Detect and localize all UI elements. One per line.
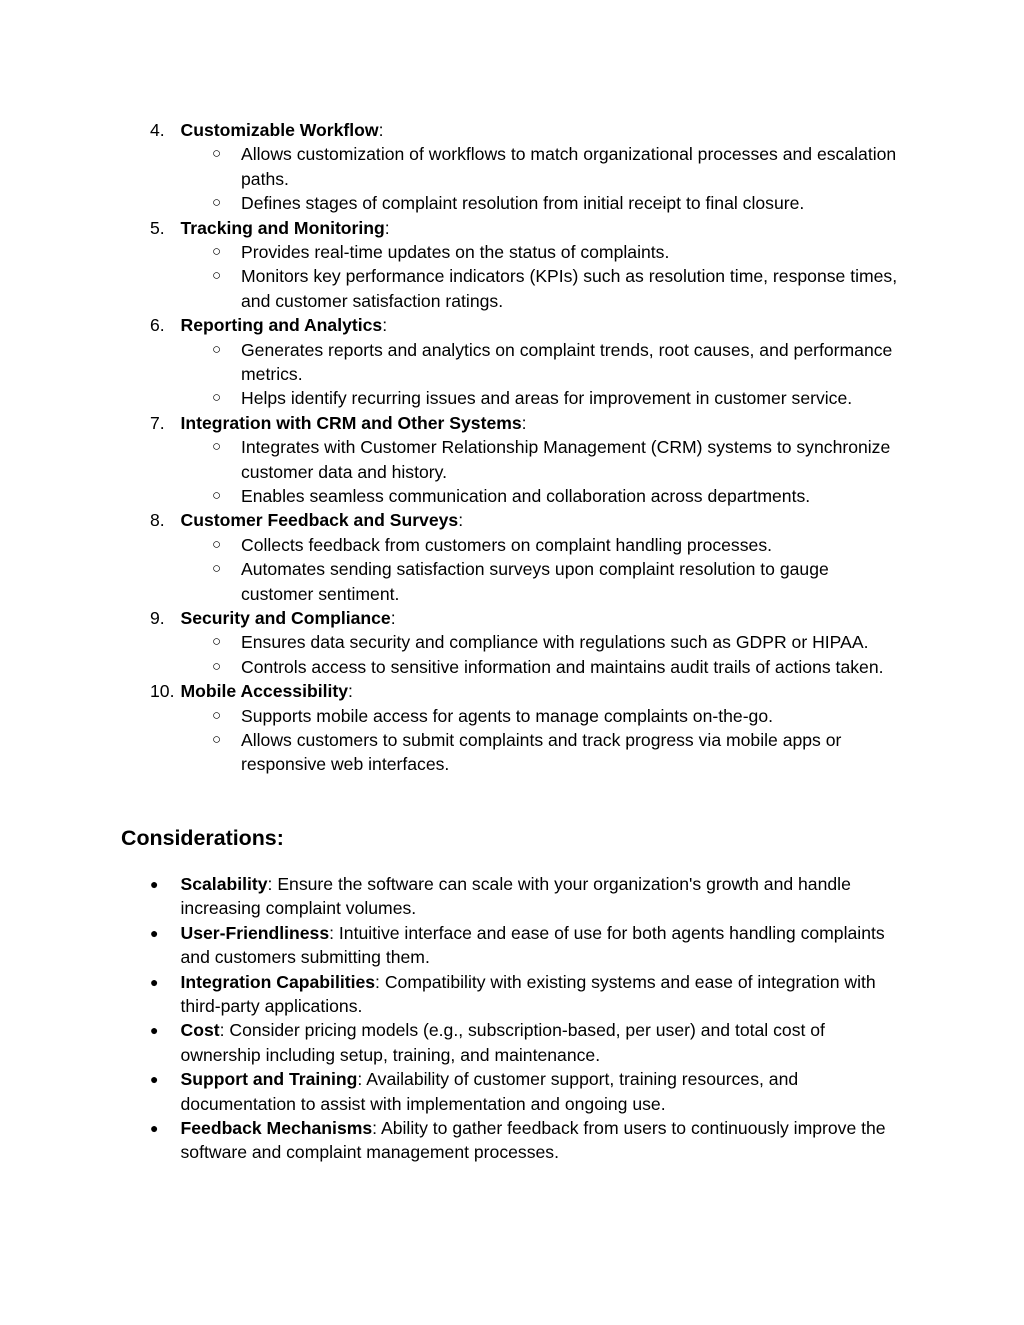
hollow-circle-bullet-icon: ○ xyxy=(212,145,222,163)
hollow-circle-bullet-icon: ○ xyxy=(212,438,222,456)
feature-title: Integration with CRM and Other Systems: xyxy=(180,412,527,433)
feature-point xyxy=(0,704,901,728)
feature-title-text: Security and Compliance xyxy=(180,608,391,629)
filled-circle-bullet-icon: ● xyxy=(150,1120,159,1137)
feature-point xyxy=(0,435,901,484)
feature-title-text: Mobile Accessibility xyxy=(180,681,349,702)
feature-point-text: Collects feedback from customers on complaint handling processes. xyxy=(241,534,772,555)
feature-point-text: Automates sending satisfaction surveys upon complaint resolution to gauge customer sentiment. xyxy=(241,559,829,604)
feature-list xyxy=(0,118,1024,777)
feature-point xyxy=(0,484,901,508)
feature-point-text: Allows customers to submit complaints and track progress via mobile apps or responsive web interfaces. xyxy=(241,730,842,775)
feature-heading xyxy=(0,411,1024,435)
feature-title: Tracking and Monitoring: xyxy=(180,217,390,238)
consideration-term: Support and Training xyxy=(180,1069,358,1090)
feature-point xyxy=(0,533,901,557)
feature-item xyxy=(0,508,1024,606)
consideration-text: : Compatibility with existing systems and ease of integration with third-party applications. xyxy=(180,971,876,1017)
feature-point xyxy=(0,630,901,654)
consideration-item xyxy=(0,1018,896,1067)
consideration-text: : Ability to gather feedback from users to continuously improve the software and complaint management processes. xyxy=(180,1118,886,1163)
filled-circle-bullet-icon: ● xyxy=(150,1022,159,1039)
feature-point xyxy=(0,142,901,191)
feature-point-text: Monitors key performance indicators (KPIs) such as resolution time, response times, and customer satisfaction ratings. xyxy=(241,266,898,311)
feature-point-text: Helps identify recurring issues and areas for improvement in customer service. xyxy=(241,388,853,409)
filled-circle-bullet-icon: ● xyxy=(150,924,159,941)
hollow-circle-bullet-icon: ○ xyxy=(212,706,222,724)
feature-point-text: Defines stages of complaint resolution from initial receipt to final closure. xyxy=(241,193,805,214)
feature-item xyxy=(0,411,1024,509)
feature-item xyxy=(0,216,1024,314)
consideration-text: : Intuitive interface and ease of use for both agents handling complaints and customers submitting them. xyxy=(180,922,885,968)
feature-item xyxy=(0,118,1024,216)
feature-point-text: Ensures data security and compliance with regulations such as GDPR or HIPAA. xyxy=(241,632,869,653)
feature-title-text: Tracking and Monitoring xyxy=(180,217,385,238)
consideration-term: Cost xyxy=(180,1020,220,1041)
feature-point xyxy=(0,338,901,387)
feature-title: Mobile Accessibility: xyxy=(180,681,353,702)
feature-item xyxy=(0,313,1024,411)
feature-title-text: Reporting and Analytics xyxy=(180,315,383,336)
feature-title: Security and Compliance: xyxy=(180,608,396,629)
feature-point xyxy=(0,557,901,606)
hollow-circle-bullet-icon: ○ xyxy=(212,657,222,675)
feature-heading xyxy=(0,118,1024,142)
consideration-item xyxy=(0,970,896,1019)
hollow-circle-bullet-icon: ○ xyxy=(212,487,222,505)
feature-number: 10. xyxy=(150,681,175,702)
feature-point-text: Controls access to sensitive information and maintains audit trails of actions taken. xyxy=(241,656,884,677)
hollow-circle-bullet-icon: ○ xyxy=(212,194,222,212)
feature-title-text: Customer Feedback and Surveys xyxy=(180,510,459,531)
feature-point-text: Allows customization of workflows to match organizational processes and escalation paths. xyxy=(241,144,897,189)
feature-number: 5. xyxy=(150,217,165,238)
feature-item xyxy=(0,606,1024,679)
feature-point-text: Generates reports and analytics on complaint trends, root causes, and performance metrics. xyxy=(241,339,893,385)
feature-title-text: Customizable Workflow xyxy=(180,120,379,140)
hollow-circle-bullet-icon: ○ xyxy=(212,731,222,749)
consideration-text: : Consider pricing models (e.g., subscription-based, per user) and total cost of ownership including setup, training, and maintenance. xyxy=(180,1020,825,1065)
feature-point xyxy=(0,264,901,313)
feature-heading xyxy=(0,679,1024,703)
feature-number: 4. xyxy=(150,120,165,140)
hollow-circle-bullet-icon: ○ xyxy=(212,560,222,578)
feature-title-text: Integration with CRM and Other Systems xyxy=(180,412,522,433)
feature-title: Reporting and Analytics: xyxy=(180,315,388,336)
feature-title: Customer Feedback and Surveys: xyxy=(180,510,464,531)
hollow-circle-bullet-icon: ○ xyxy=(212,243,222,260)
feature-point-text: Integrates with Customer Relationship Management (CRM) systems to synchronize customer data and history. xyxy=(241,437,891,482)
consideration-text: : Ensure the software can scale with your organization's growth and handle increasing complaint volumes. xyxy=(180,874,851,919)
consideration-item xyxy=(0,1067,896,1116)
feature-point-text: Enables seamless communication and collaboration across departments. xyxy=(241,486,811,507)
feature-number: 8. xyxy=(150,510,165,531)
consideration-term: Feedback Mechanisms xyxy=(180,1118,373,1139)
hollow-circle-bullet-icon: ○ xyxy=(212,389,222,407)
filled-circle-bullet-icon: ● xyxy=(150,1071,159,1088)
feature-heading xyxy=(0,508,1024,532)
feature-number: 6. xyxy=(150,315,165,336)
consideration-term: Scalability xyxy=(180,874,268,894)
consideration-item xyxy=(0,921,896,970)
feature-heading xyxy=(0,606,1024,630)
filled-circle-bullet-icon: ● xyxy=(150,876,159,892)
feature-point xyxy=(0,191,901,215)
hollow-circle-bullet-icon: ○ xyxy=(212,633,222,651)
filled-circle-bullet-icon: ● xyxy=(150,973,159,990)
feature-item xyxy=(0,679,1024,777)
feature-title: Customizable Workflow: xyxy=(180,120,384,140)
feature-point-text: Supports mobile access for agents to manage complaints on-the-go. xyxy=(241,705,774,726)
hollow-circle-bullet-icon: ○ xyxy=(212,340,222,358)
consideration-text: : Availability of customer support, training resources, and documentation to assist with implementation and ongoing use. xyxy=(180,1069,799,1114)
consideration-item xyxy=(0,1116,896,1165)
feature-number: 7. xyxy=(150,412,165,433)
feature-point xyxy=(0,728,901,777)
considerations-heading: Considerations: xyxy=(121,826,284,850)
hollow-circle-bullet-icon: ○ xyxy=(212,267,222,285)
feature-point xyxy=(0,386,901,410)
feature-heading xyxy=(0,313,1024,337)
feature-point xyxy=(0,655,901,679)
consideration-term: User-Friendliness xyxy=(180,922,330,943)
considerations-list xyxy=(0,872,1024,1165)
hollow-circle-bullet-icon: ○ xyxy=(212,535,222,553)
feature-number: 9. xyxy=(150,608,165,629)
feature-heading xyxy=(0,216,1024,240)
feature-point-text: Provides real-time updates on the status of complaints. xyxy=(241,242,670,262)
consideration-term: Integration Capabilities xyxy=(180,971,376,992)
feature-point xyxy=(0,240,901,264)
consideration-item xyxy=(0,872,896,921)
